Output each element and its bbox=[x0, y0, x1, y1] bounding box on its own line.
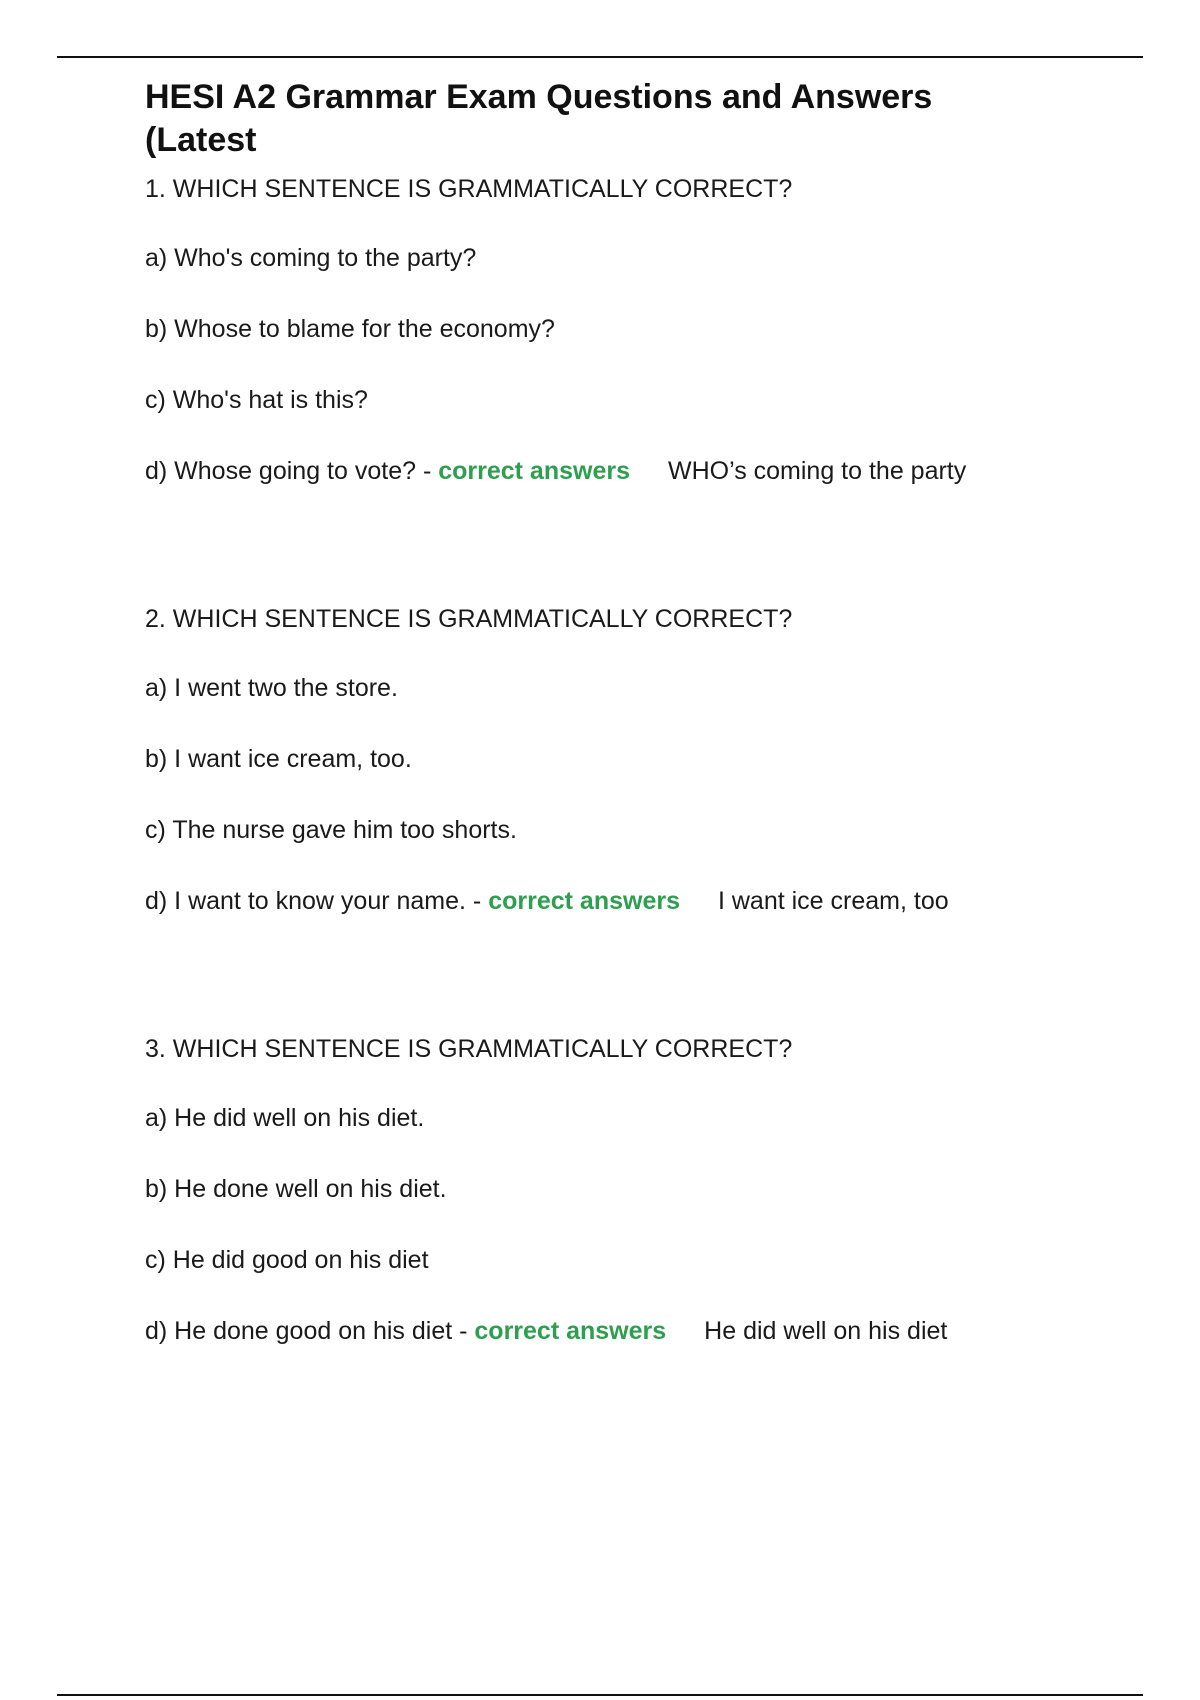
option-d-with-answer bbox=[145, 455, 966, 487]
answer-separator: - bbox=[452, 1317, 475, 1345]
option-a: a) I went two the store. bbox=[145, 674, 398, 702]
question-heading: 1. WHICH SENTENCE IS GRAMMATICALLY CORRECT? bbox=[145, 175, 793, 203]
option-c: c) Who's hat is this? bbox=[145, 386, 368, 414]
option-a: a) He did well on his diet. bbox=[145, 1104, 425, 1132]
answer-text: WHO’s coming to the party bbox=[668, 457, 967, 485]
correct-answers-label: correct answers bbox=[474, 1317, 667, 1345]
bottom-rule bbox=[57, 1694, 1143, 1696]
option-c: c) He did good on his diet bbox=[145, 1246, 429, 1274]
option-d-with-answer bbox=[145, 1315, 947, 1347]
option-c: c) The nurse gave him too shorts. bbox=[145, 816, 517, 844]
top-rule bbox=[57, 56, 1143, 58]
option-d: d) Whose going to vote? bbox=[145, 457, 416, 485]
option-d: d) He done good on his diet bbox=[145, 1317, 453, 1345]
option-b: b) Whose to blame for the economy? bbox=[145, 315, 555, 343]
answer-separator: - bbox=[465, 887, 489, 915]
option-b: b) I want ice cream, too. bbox=[145, 745, 412, 773]
correct-answers-label: correct answers bbox=[438, 457, 630, 485]
answer-separator: - bbox=[416, 457, 439, 485]
correct-answers-label: correct answers bbox=[488, 887, 680, 915]
option-d: d) I want to know your name. bbox=[145, 887, 466, 915]
answer-text: I want ice cream, too bbox=[717, 887, 949, 915]
question-heading: 2. WHICH SENTENCE IS GRAMMATICALLY CORRECT? bbox=[145, 605, 793, 633]
option-a: a) Who's coming to the party? bbox=[145, 244, 477, 272]
answer-text: He did well on his diet bbox=[704, 1317, 948, 1345]
question-heading: 3. WHICH SENTENCE IS GRAMMATICALLY CORRECT? bbox=[145, 1035, 793, 1063]
option-b: b) He done well on his diet. bbox=[145, 1175, 447, 1203]
page-title: HESI A2 Grammar Exam Questions and Answers (Latest bbox=[145, 78, 933, 159]
option-d-with-answer bbox=[145, 885, 949, 917]
